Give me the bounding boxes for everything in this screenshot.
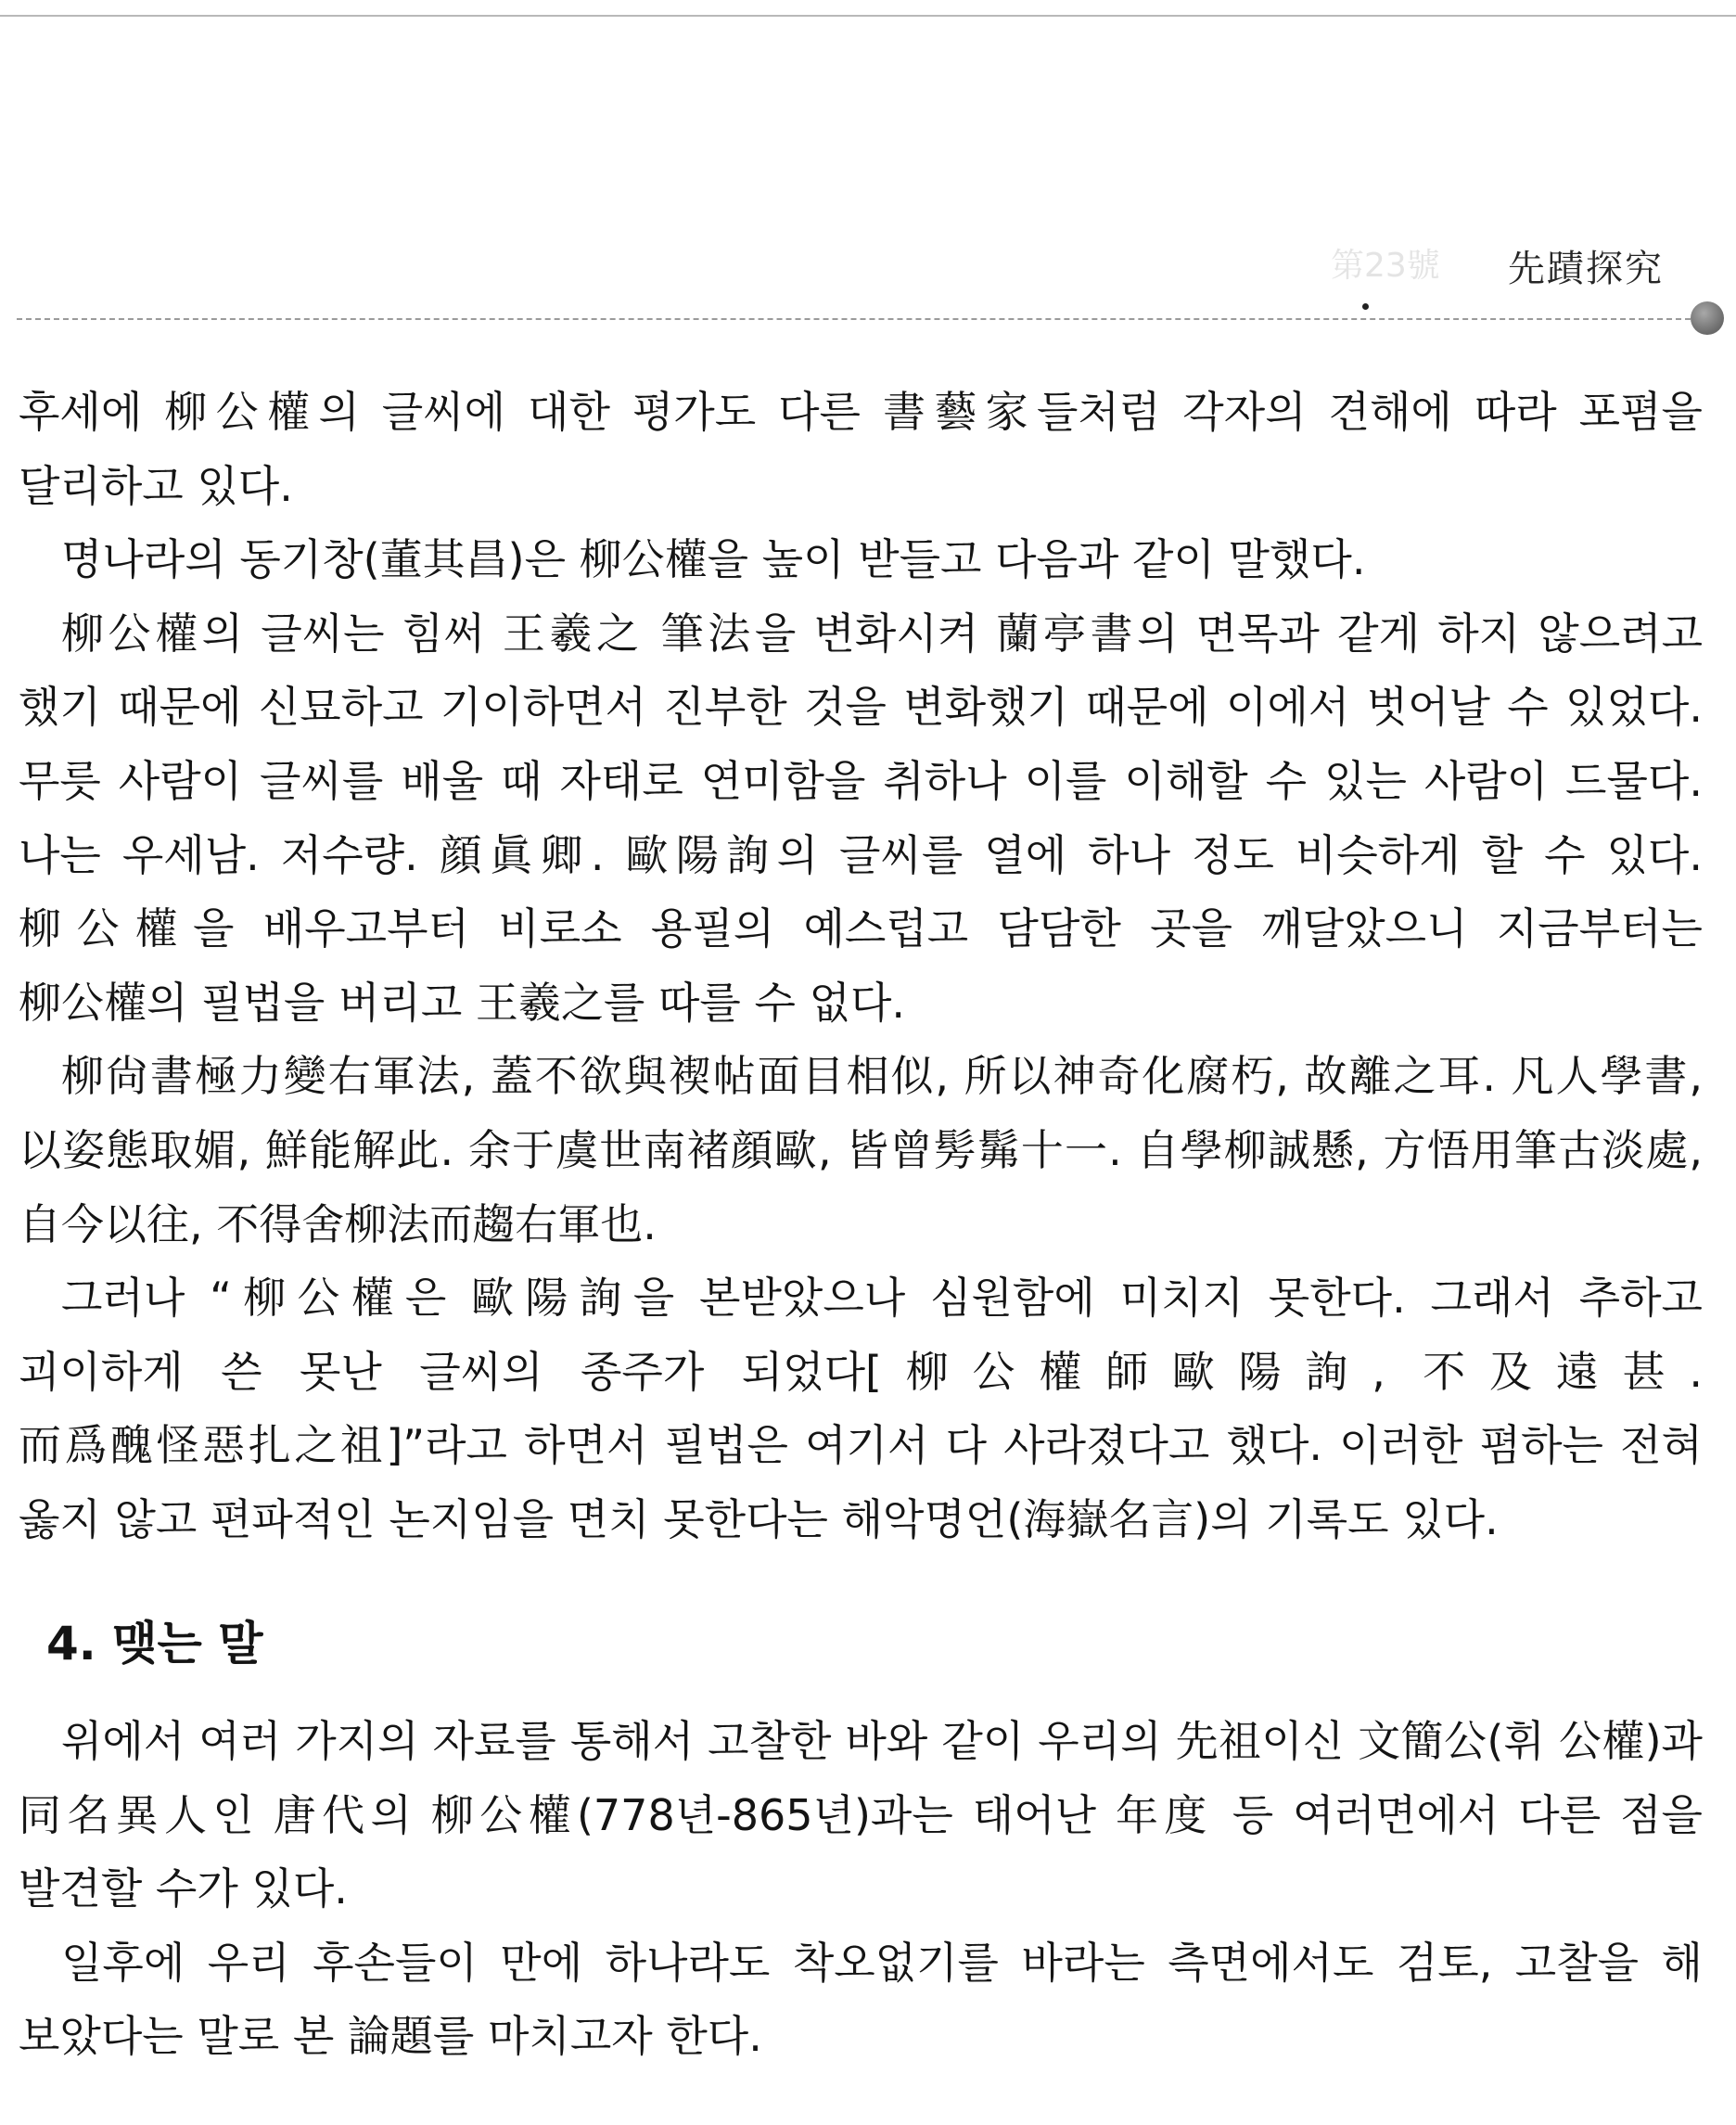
paragraph-conclusion-2: 일후에 우리 후손들이 만에 하나라도 착오없기를 바라는 측면에서도 검토, 고찰을 해 보았다는 말로 본 論題를 마치고자 한다. [19, 1937, 1703, 2062]
top-edge-rule [0, 15, 1736, 17]
paragraph-conclusion-1: 위에서 여러 가지의 자료를 통해서 고찰한 바와 같이 우리의 先祖이신 文簡公(휘 公權)과 同名異人인 唐代의 柳公權(778년-865년)과는 태어난 年度 등 여러면에서 다른 점을 발견할 수가 있다. [19, 1716, 1703, 1914]
paragraph-criticism: 그러나 “柳公權은 歐陽詢을 본받았으나 심원함에 미치지 못한다. 그래서 추하고 괴이하게 쓴 못난 글씨의 종주가 되었다[柳公權師歐陽詢, 不及遠甚. 而爲醜怪惡扎之祖]”라고 하면서 필법은 여기서 다 사라졌다고 했다. 이러한 폄하는 전혀 옳지 않고 편파적인 논지임을 면치 못한다는 해악명언(海嶽名言)의 기록도 있다. [19, 1273, 1703, 1544]
paragraph-evaluation: 후세에 柳公權의 글씨에 대한 평가도 다른 書藝家들처럼 각자의 견해에 따라 포폄을 달리하고 있다. [19, 387, 1703, 511]
page-body [19, 376, 1703, 2074]
paragraph-classical-chinese-quote: 柳尙書極力變右軍法, 蓋不欲與褉帖面目相似, 所以神奇化腐朽, 故離之耳. 凡人學書, 以姿態取媚, 鮮能解此. 余于虞世南褚顔歐, 皆曾髣髴十一. 自學柳誠懸, 方悟用筆古淡處, 自今以往, 不得舍柳法而趨右軍也. [19, 1051, 1703, 1249]
paragraph-korean-translation: 柳公權의 글씨는 힘써 王羲之 筆法을 변화시켜 蘭亭書의 면목과 같게 하지 않으려고 했기 때문에 신묘하고 기이하면서 진부한 것을 변화했기 때문에 이에서 벗어날 수 있었다. 무릇 사람이 글씨를 배울 때 자태로 연미함을 취하나 이를 이해할 수 있는 사람이 드물다. 나는 우세남. 저수량. 顔眞卿. 歐陽詢의 글씨를 열에 하나 정도 비슷하게 할 수 있다. 柳公權을 배우고부터 비로소 용필의 예스럽고 담담한 곳을 깨달았으니 지금부터는 柳公權의 필법을 버리고 王羲之를 따를 수 없다. [19, 608, 1703, 1028]
running-header-title: 先蹟探究 [1508, 248, 1664, 290]
paragraph-dong-qichang-intro: 명나라의 동기창(董其昌)은 柳公權을 높이 받들고 다음과 같이 말했다. [61, 534, 1366, 585]
section-heading: 4. 맺는 말 [46, 1616, 263, 1671]
header-dashed-rule [17, 318, 1691, 320]
bleed-through-text: 第23號 [1331, 247, 1440, 285]
rule-end-ornament [1691, 301, 1724, 335]
header-dot [1362, 303, 1369, 310]
